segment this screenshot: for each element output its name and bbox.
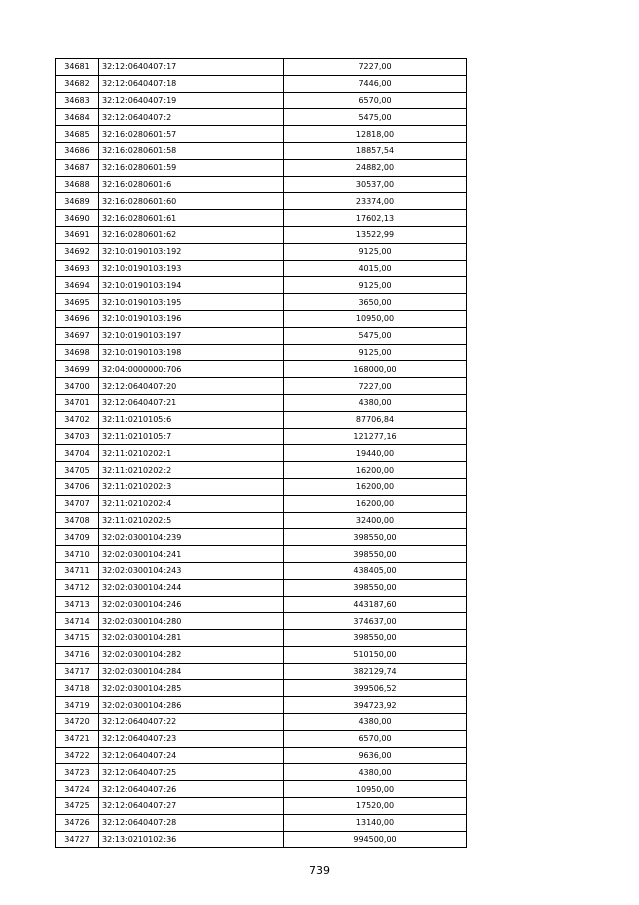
row-number-cell: 34692 — [56, 243, 99, 260]
row-number-cell: 34687 — [56, 159, 99, 176]
row-number-cell: 34721 — [56, 730, 99, 747]
cadastral-number-cell: 32:12:0640407:27 — [99, 798, 284, 815]
table-row — [56, 92, 467, 109]
value-cell: 9125,00 — [284, 243, 467, 260]
value-cell: 443187,60 — [284, 596, 467, 613]
row-number-cell: 34713 — [56, 596, 99, 613]
table-row — [56, 529, 467, 546]
value-cell: 3650,00 — [284, 294, 467, 311]
row-number-cell: 34689 — [56, 193, 99, 210]
cadastral-number-cell: 32:16:0280601:60 — [99, 193, 284, 210]
row-number-cell: 34714 — [56, 613, 99, 630]
cadastral-number-cell: 32:16:0280601:61 — [99, 210, 284, 227]
row-number-cell: 34719 — [56, 697, 99, 714]
table-row — [56, 462, 467, 479]
value-cell: 18857,54 — [284, 142, 467, 159]
value-cell: 13522,99 — [284, 226, 467, 243]
cadastral-number-cell: 32:02:0300104:241 — [99, 546, 284, 563]
table-row — [56, 260, 467, 277]
cadastral-number-cell: 32:12:0640407:22 — [99, 714, 284, 731]
value-cell: 398550,00 — [284, 630, 467, 647]
table-row — [56, 747, 467, 764]
table-row — [56, 814, 467, 831]
row-number-cell: 34694 — [56, 277, 99, 294]
row-number-cell: 34703 — [56, 428, 99, 445]
cadastral-number-cell: 32:12:0640407:17 — [99, 59, 284, 76]
value-cell: 510150,00 — [284, 646, 467, 663]
page-number: 739 — [309, 864, 330, 877]
row-number-cell: 34718 — [56, 680, 99, 697]
table-row — [56, 310, 467, 327]
cadastral-number-cell: 32:12:0640407:2 — [99, 109, 284, 126]
cadastral-number-cell: 32:11:0210202:3 — [99, 478, 284, 495]
cadastral-number-cell: 32:10:0190103:192 — [99, 243, 284, 260]
row-number-cell: 34690 — [56, 210, 99, 227]
row-number-cell: 34724 — [56, 781, 99, 798]
cadastral-number-cell: 32:11:0210105:6 — [99, 411, 284, 428]
cadastral-number-cell: 32:12:0640407:26 — [99, 781, 284, 798]
cadastral-number-cell: 32:11:0210202:1 — [99, 445, 284, 462]
row-number-cell: 34727 — [56, 831, 99, 848]
table-row — [56, 596, 467, 613]
value-cell: 5475,00 — [284, 109, 467, 126]
value-cell: 6570,00 — [284, 730, 467, 747]
table-row — [56, 327, 467, 344]
row-number-cell: 34709 — [56, 529, 99, 546]
row-number-cell: 34683 — [56, 92, 99, 109]
table-row — [56, 411, 467, 428]
cadastral-number-cell: 32:02:0300104:281 — [99, 630, 284, 647]
table-row — [56, 613, 467, 630]
cadastral-number-cell: 32:16:0280601:59 — [99, 159, 284, 176]
table-row — [56, 126, 467, 143]
row-number-cell: 34706 — [56, 478, 99, 495]
table-row — [56, 714, 467, 731]
row-number-cell: 34681 — [56, 59, 99, 76]
value-cell: 12818,00 — [284, 126, 467, 143]
value-cell: 438405,00 — [284, 562, 467, 579]
cadastral-number-cell: 32:02:0300104:239 — [99, 529, 284, 546]
cadastral-number-cell: 32:02:0300104:286 — [99, 697, 284, 714]
value-cell: 6570,00 — [284, 92, 467, 109]
value-cell: 4380,00 — [284, 394, 467, 411]
row-number-cell: 34711 — [56, 562, 99, 579]
row-number-cell: 34686 — [56, 142, 99, 159]
value-cell: 121277,16 — [284, 428, 467, 445]
table-row — [56, 378, 467, 395]
cadastral-number-cell: 32:12:0640407:25 — [99, 764, 284, 781]
table-row — [56, 730, 467, 747]
cadastral-number-cell: 32:02:0300104:284 — [99, 663, 284, 680]
table-row — [56, 764, 467, 781]
cadastral-number-cell: 32:02:0300104:243 — [99, 562, 284, 579]
table-row — [56, 831, 467, 848]
cadastral-number-cell: 32:10:0190103:193 — [99, 260, 284, 277]
value-cell: 16200,00 — [284, 462, 467, 479]
table-row — [56, 210, 467, 227]
table-row — [56, 193, 467, 210]
row-number-cell: 34682 — [56, 75, 99, 92]
cadastral-number-cell: 32:04:0000000:706 — [99, 361, 284, 378]
table-row — [56, 226, 467, 243]
value-cell: 87706,84 — [284, 411, 467, 428]
row-number-cell: 34708 — [56, 512, 99, 529]
row-number-cell: 34699 — [56, 361, 99, 378]
table-row — [56, 294, 467, 311]
cadastral-number-cell: 32:12:0640407:18 — [99, 75, 284, 92]
cadastral-number-cell: 32:12:0640407:19 — [99, 92, 284, 109]
value-cell: 398550,00 — [284, 579, 467, 596]
table-row — [56, 512, 467, 529]
row-number-cell: 34701 — [56, 394, 99, 411]
row-number-cell: 34697 — [56, 327, 99, 344]
value-cell: 994500,00 — [284, 831, 467, 848]
value-cell: 19440,00 — [284, 445, 467, 462]
cadastral-number-cell: 32:10:0190103:195 — [99, 294, 284, 311]
row-number-cell: 34684 — [56, 109, 99, 126]
table-row — [56, 361, 467, 378]
cadastral-number-cell: 32:12:0640407:20 — [99, 378, 284, 395]
cadastral-number-cell: 32:10:0190103:198 — [99, 344, 284, 361]
value-cell: 10950,00 — [284, 310, 467, 327]
cadastral-number-cell: 32:11:0210105:7 — [99, 428, 284, 445]
row-number-cell: 34726 — [56, 814, 99, 831]
table-row — [56, 663, 467, 680]
value-cell: 30537,00 — [284, 176, 467, 193]
value-cell: 32400,00 — [284, 512, 467, 529]
value-cell: 16200,00 — [284, 495, 467, 512]
row-number-cell: 34685 — [56, 126, 99, 143]
value-cell: 9125,00 — [284, 277, 467, 294]
row-number-cell: 34720 — [56, 714, 99, 731]
value-cell: 374637,00 — [284, 613, 467, 630]
table-row — [56, 75, 467, 92]
cadastral-number-cell: 32:02:0300104:246 — [99, 596, 284, 613]
value-cell: 4015,00 — [284, 260, 467, 277]
value-cell: 394723,92 — [284, 697, 467, 714]
table-row — [56, 277, 467, 294]
value-cell: 10950,00 — [284, 781, 467, 798]
value-cell: 398550,00 — [284, 529, 467, 546]
row-number-cell: 34702 — [56, 411, 99, 428]
table-row — [56, 394, 467, 411]
row-number-cell: 34707 — [56, 495, 99, 512]
table-row — [56, 495, 467, 512]
table-row — [56, 781, 467, 798]
table-row — [56, 176, 467, 193]
cadastral-number-cell: 32:12:0640407:24 — [99, 747, 284, 764]
value-cell: 7446,00 — [284, 75, 467, 92]
value-cell: 17602,13 — [284, 210, 467, 227]
table-body — [56, 59, 467, 848]
row-number-cell: 34710 — [56, 546, 99, 563]
row-number-cell: 34722 — [56, 747, 99, 764]
row-number-cell: 34723 — [56, 764, 99, 781]
cadastral-number-cell: 32:10:0190103:197 — [99, 327, 284, 344]
value-cell: 398550,00 — [284, 546, 467, 563]
value-cell: 399506,52 — [284, 680, 467, 697]
cadastral-number-cell: 32:11:0210202:2 — [99, 462, 284, 479]
table-row — [56, 428, 467, 445]
table-row — [56, 478, 467, 495]
row-number-cell: 34705 — [56, 462, 99, 479]
table-row — [56, 579, 467, 596]
table-row — [56, 680, 467, 697]
value-cell: 16200,00 — [284, 478, 467, 495]
value-cell: 4380,00 — [284, 764, 467, 781]
cadastral-number-cell: 32:11:0210202:4 — [99, 495, 284, 512]
cadastral-number-cell: 32:02:0300104:280 — [99, 613, 284, 630]
value-cell: 7227,00 — [284, 378, 467, 395]
row-number-cell: 34712 — [56, 579, 99, 596]
cadastral-number-cell: 32:16:0280601:57 — [99, 126, 284, 143]
table-row — [56, 159, 467, 176]
cadastral-number-cell: 32:16:0280601:62 — [99, 226, 284, 243]
row-number-cell: 34698 — [56, 344, 99, 361]
cadastral-number-cell: 32:12:0640407:21 — [99, 394, 284, 411]
table-row — [56, 562, 467, 579]
table-row — [56, 109, 467, 126]
cadastral-number-cell: 32:10:0190103:194 — [99, 277, 284, 294]
table-row — [56, 646, 467, 663]
table-row — [56, 798, 467, 815]
value-cell: 382129,74 — [284, 663, 467, 680]
row-number-cell: 34696 — [56, 310, 99, 327]
cadastral-number-cell: 32:13:0210102:36 — [99, 831, 284, 848]
table-row — [56, 344, 467, 361]
value-cell: 7227,00 — [284, 59, 467, 76]
cadastral-number-cell: 32:02:0300104:244 — [99, 579, 284, 596]
table-row — [56, 243, 467, 260]
table-row — [56, 546, 467, 563]
cadastral-number-cell: 32:12:0640407:28 — [99, 814, 284, 831]
row-number-cell: 34715 — [56, 630, 99, 647]
table-row — [56, 59, 467, 76]
row-number-cell: 34704 — [56, 445, 99, 462]
table-row — [56, 445, 467, 462]
value-cell: 24882,00 — [284, 159, 467, 176]
cadastral-number-cell: 32:16:0280601:6 — [99, 176, 284, 193]
value-cell: 9125,00 — [284, 344, 467, 361]
row-number-cell: 34688 — [56, 176, 99, 193]
cadastral-number-cell: 32:11:0210202:5 — [99, 512, 284, 529]
cadastral-value-table — [55, 58, 467, 848]
value-cell: 4380,00 — [284, 714, 467, 731]
row-number-cell: 34725 — [56, 798, 99, 815]
table-row — [56, 142, 467, 159]
cadastral-number-cell: 32:12:0640407:23 — [99, 730, 284, 747]
cadastral-number-cell: 32:02:0300104:285 — [99, 680, 284, 697]
row-number-cell: 34695 — [56, 294, 99, 311]
row-number-cell: 34691 — [56, 226, 99, 243]
value-cell: 17520,00 — [284, 798, 467, 815]
row-number-cell: 34716 — [56, 646, 99, 663]
cadastral-number-cell: 32:16:0280601:58 — [99, 142, 284, 159]
table-row — [56, 630, 467, 647]
cadastral-number-cell: 32:02:0300104:282 — [99, 646, 284, 663]
value-cell: 9636,00 — [284, 747, 467, 764]
row-number-cell: 34693 — [56, 260, 99, 277]
value-cell: 23374,00 — [284, 193, 467, 210]
value-cell: 5475,00 — [284, 327, 467, 344]
table-row — [56, 697, 467, 714]
value-cell: 13140,00 — [284, 814, 467, 831]
value-cell: 168000,00 — [284, 361, 467, 378]
row-number-cell: 34717 — [56, 663, 99, 680]
cadastral-number-cell: 32:10:0190103:196 — [99, 310, 284, 327]
row-number-cell: 34700 — [56, 378, 99, 395]
